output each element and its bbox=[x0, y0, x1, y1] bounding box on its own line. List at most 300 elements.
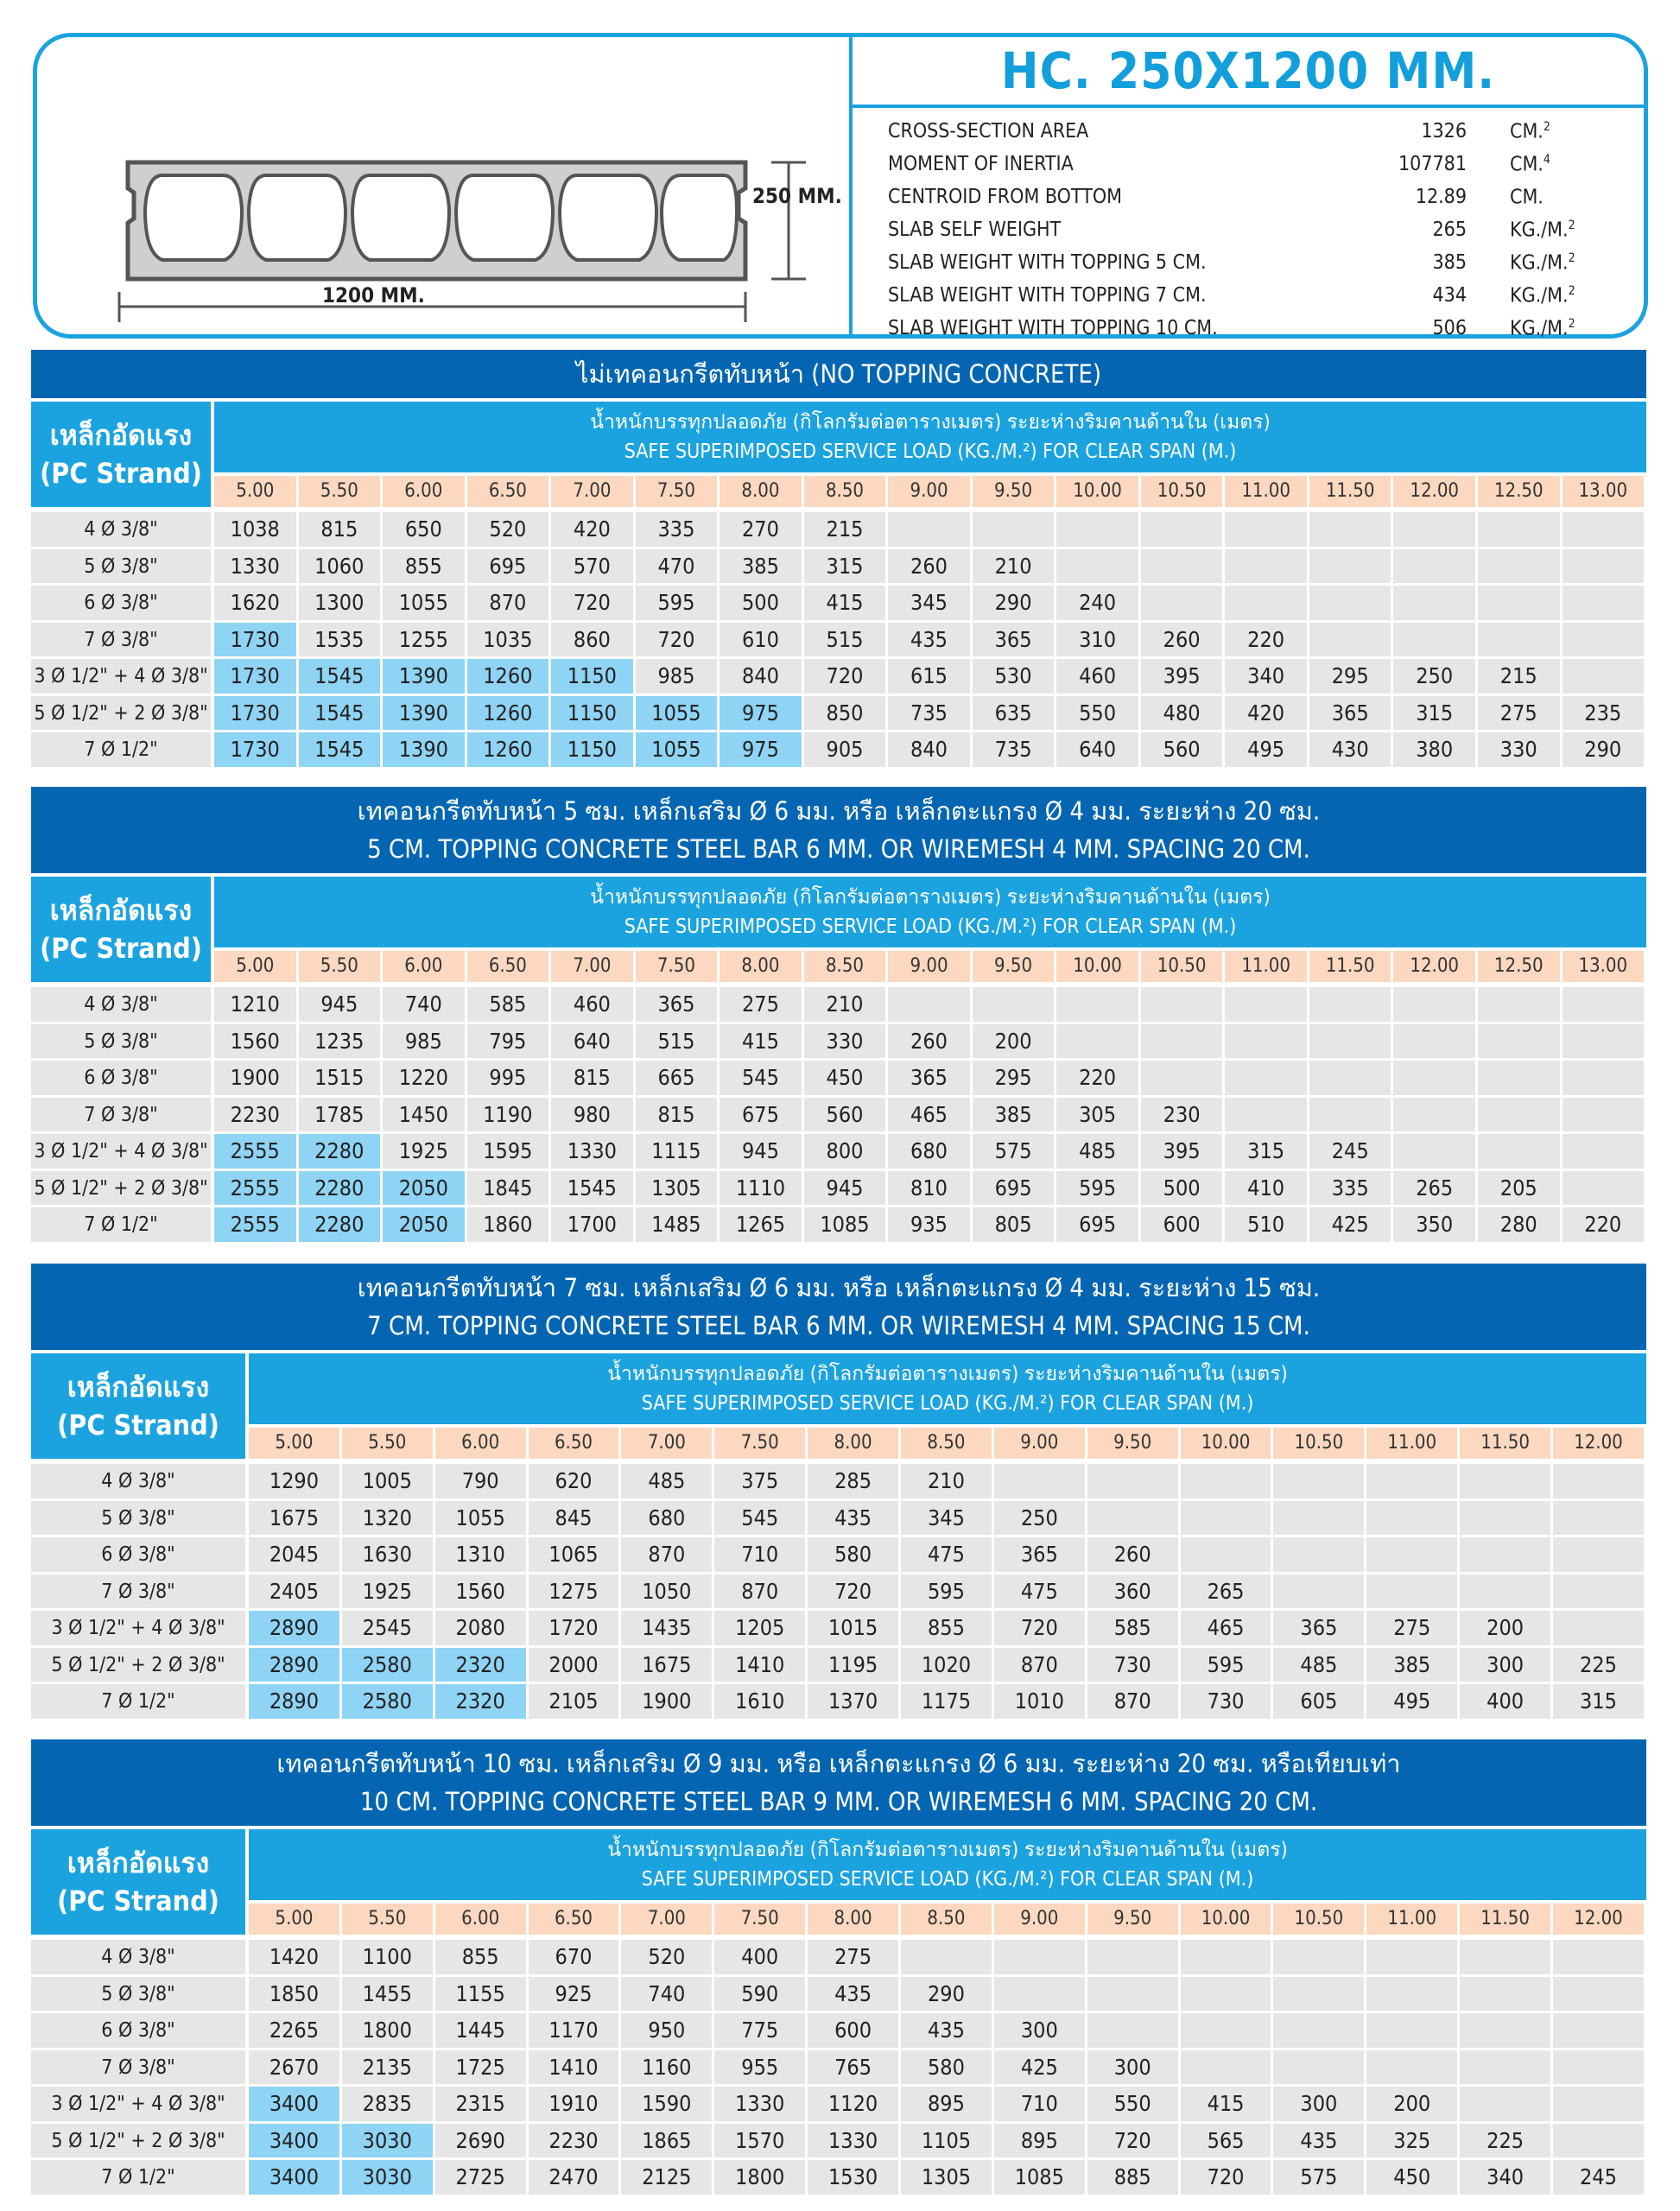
pc-strand-label-th: เหล็กอัดแรง bbox=[49, 419, 193, 452]
load-cell: 550 bbox=[1056, 696, 1138, 731]
span-value: 5.00 bbox=[214, 951, 296, 982]
load-cell: 3030 bbox=[342, 2160, 433, 2195]
load-cell bbox=[1553, 1977, 1644, 2011]
load-cell: 1730 bbox=[214, 732, 296, 767]
load-description bbox=[214, 877, 1646, 947]
load-cell: 730 bbox=[1181, 1684, 1271, 1719]
load-description bbox=[249, 1353, 1646, 1424]
load-cell: 1850 bbox=[249, 1977, 339, 2011]
span-value: 5.00 bbox=[249, 1904, 339, 1935]
load-cell: 485 bbox=[1273, 1648, 1364, 1682]
load-cell: 1055 bbox=[636, 732, 718, 767]
load-cell bbox=[1460, 2013, 1550, 2048]
load-cell: 620 bbox=[529, 1464, 619, 1498]
load-cell: 375 bbox=[714, 1464, 805, 1498]
load-cell bbox=[1141, 512, 1223, 547]
load-cell bbox=[1309, 1098, 1392, 1132]
load-cell: 1590 bbox=[621, 2087, 712, 2121]
load-cell bbox=[1393, 512, 1475, 547]
load-cell bbox=[1141, 1061, 1223, 1095]
property-value: 1326 bbox=[1421, 120, 1467, 143]
span-value: 11.00 bbox=[1225, 951, 1307, 982]
span-value: 11.00 bbox=[1366, 1428, 1457, 1459]
table-row bbox=[31, 1611, 1646, 1648]
load-cell: 435 bbox=[808, 1501, 898, 1536]
load-cell: 2320 bbox=[435, 1648, 526, 1682]
span-value: 9.00 bbox=[994, 1428, 1085, 1459]
load-cell: 1560 bbox=[214, 1024, 296, 1059]
height-dimension-label: 250 MM. bbox=[752, 184, 842, 208]
divider bbox=[853, 105, 1644, 108]
load-cell: 1175 bbox=[901, 1684, 992, 1719]
load-cell: 595 bbox=[901, 1574, 992, 1609]
span-value: 11.50 bbox=[1460, 1428, 1550, 1459]
span-value: 6.50 bbox=[529, 1428, 619, 1459]
load-cell: 1515 bbox=[299, 1061, 381, 1095]
load-cell: 2580 bbox=[342, 1648, 433, 1682]
load-cell: 1120 bbox=[808, 2087, 898, 2121]
load-cell: 1910 bbox=[529, 2087, 619, 2121]
property-value: 265 bbox=[1432, 219, 1467, 241]
load-cell: 460 bbox=[551, 987, 633, 1022]
load-cell: 1450 bbox=[383, 1098, 465, 1132]
load-cell bbox=[1563, 659, 1645, 694]
load-cell bbox=[973, 512, 1055, 547]
load-cell: 870 bbox=[994, 1648, 1085, 1682]
load-cell: 680 bbox=[621, 1501, 712, 1536]
load-cell: 385 bbox=[973, 1098, 1055, 1132]
load-cell bbox=[1366, 1464, 1457, 1498]
load-cell bbox=[1460, 2050, 1550, 2085]
load-cell bbox=[1366, 1977, 1457, 2011]
load-cell: 1435 bbox=[621, 1611, 712, 1645]
span-value: 7.50 bbox=[714, 1428, 805, 1459]
load-cell: 855 bbox=[383, 549, 465, 584]
strand-label: 5 Ø 3/8" bbox=[31, 1977, 245, 2011]
property-label: CROSS-SECTION AREA bbox=[888, 120, 1089, 143]
load-cell: 640 bbox=[1056, 732, 1138, 767]
load-cell: 475 bbox=[994, 1574, 1085, 1609]
load-cell: 1800 bbox=[342, 2013, 433, 2048]
load-cell: 1610 bbox=[714, 1684, 805, 1719]
span-value: 9.50 bbox=[1087, 1904, 1178, 1935]
table-row bbox=[31, 586, 1646, 623]
span-value: 5.00 bbox=[214, 476, 296, 507]
load-cell: 210 bbox=[901, 1464, 992, 1498]
load-cell: 275 bbox=[720, 987, 802, 1022]
load-cell: 285 bbox=[808, 1464, 898, 1498]
unit-exponent: 2 bbox=[1543, 119, 1550, 134]
load-cell: 870 bbox=[1087, 1684, 1178, 1719]
table-row bbox=[31, 1024, 1646, 1061]
load-cell bbox=[1460, 1501, 1550, 1536]
load-cell: 2725 bbox=[435, 2160, 526, 2195]
span-value: 8.00 bbox=[720, 476, 802, 507]
load-cell: 500 bbox=[1141, 1171, 1223, 1206]
load-cell: 945 bbox=[804, 1171, 886, 1206]
load-cell: 1925 bbox=[383, 1134, 465, 1169]
section-properties bbox=[888, 115, 1613, 345]
load-cell: 400 bbox=[1460, 1684, 1550, 1719]
strand-label: 7 Ø 1/2" bbox=[31, 1684, 245, 1719]
span-value: 12.00 bbox=[1553, 1428, 1644, 1459]
load-cell: 1900 bbox=[214, 1061, 296, 1095]
load-cell: 730 bbox=[1087, 1648, 1178, 1682]
load-cell: 2050 bbox=[383, 1207, 465, 1242]
load-cell: 855 bbox=[435, 1940, 526, 1974]
load-cell bbox=[1366, 1537, 1457, 1572]
load-cell bbox=[1563, 1134, 1645, 1169]
load-cell: 1055 bbox=[383, 586, 465, 620]
strand-label: 4 Ø 3/8" bbox=[31, 1464, 245, 1498]
load-cell: 245 bbox=[1309, 1134, 1392, 1169]
strand-label: 5 Ø 3/8" bbox=[31, 549, 211, 584]
load-cell: 1675 bbox=[249, 1501, 339, 1536]
load-cell: 585 bbox=[1087, 1611, 1178, 1645]
load-cell bbox=[1225, 512, 1307, 547]
load-cell bbox=[1393, 987, 1475, 1022]
load-cell: 2890 bbox=[249, 1648, 339, 1682]
load-cell: 795 bbox=[467, 1024, 549, 1059]
load-cell bbox=[1478, 987, 1560, 1022]
load-cell bbox=[1478, 1098, 1560, 1132]
unit-text: KG./M. bbox=[1510, 251, 1569, 275]
load-cell: 215 bbox=[804, 512, 886, 547]
span-value: 12.00 bbox=[1393, 476, 1475, 507]
load-cell: 840 bbox=[720, 659, 802, 694]
load-cell: 1330 bbox=[714, 2087, 805, 2121]
load-cell: 210 bbox=[804, 987, 886, 1022]
load-cell: 1330 bbox=[214, 549, 296, 584]
span-value: 9.00 bbox=[994, 1904, 1085, 1935]
load-cell bbox=[1553, 2087, 1644, 2121]
span-value: 5.50 bbox=[342, 1904, 433, 1935]
load-cell bbox=[1181, 2013, 1271, 2048]
load-cell bbox=[1553, 1611, 1644, 1645]
load-cell: 205 bbox=[1478, 1171, 1560, 1206]
span-value: 10.00 bbox=[1181, 1904, 1271, 1935]
table-row bbox=[31, 1171, 1646, 1208]
load-cell: 385 bbox=[1366, 1648, 1457, 1682]
load-cell: 430 bbox=[1309, 732, 1392, 767]
load-cell: 1545 bbox=[299, 732, 381, 767]
load-cell bbox=[1393, 1024, 1475, 1059]
load-cell: 340 bbox=[1225, 659, 1307, 694]
load-cell bbox=[1366, 1574, 1457, 1609]
property-label: MOMENT OF INERTIA bbox=[888, 153, 1074, 175]
load-cell bbox=[1563, 1061, 1645, 1095]
load-cell: 295 bbox=[1309, 659, 1392, 694]
load-cell: 2080 bbox=[435, 1611, 526, 1645]
load-cell bbox=[1478, 1024, 1560, 1059]
load-cell: 2405 bbox=[249, 1574, 339, 1609]
load-cell bbox=[1553, 1464, 1644, 1498]
load-cell: 595 bbox=[1181, 1648, 1271, 1682]
load-table bbox=[31, 787, 1646, 1245]
load-cell: 260 bbox=[1087, 1537, 1178, 1572]
load-cell: 410 bbox=[1225, 1171, 1307, 1206]
load-cell bbox=[1273, 1537, 1364, 1572]
load-cell: 610 bbox=[720, 623, 802, 657]
load-cell bbox=[1087, 1977, 1178, 2011]
load-cell: 350 bbox=[1393, 1207, 1475, 1242]
load-cell: 395 bbox=[1141, 1134, 1223, 1169]
property-label: CENTROID FROM BOTTOM bbox=[888, 186, 1122, 208]
pc-strand-label-en: (PC Strand) bbox=[40, 457, 202, 490]
load-description-en: SAFE SUPERIMPOSED SERVICE LOAD (KG./M.²) FOR CLEAR SPAN (M.) bbox=[641, 1392, 1254, 1415]
load-cell: 1420 bbox=[249, 1940, 339, 1974]
table-row bbox=[31, 1098, 1646, 1135]
table-body bbox=[31, 1940, 1646, 2197]
load-cell: 815 bbox=[299, 512, 381, 547]
load-cell bbox=[1273, 2013, 1364, 2048]
load-cell: 1595 bbox=[467, 1134, 549, 1169]
load-cell: 2230 bbox=[529, 2124, 619, 2158]
pc-strand-label-en: (PC Strand) bbox=[57, 1885, 219, 1917]
load-cell: 720 bbox=[994, 1611, 1085, 1645]
table-header bbox=[31, 877, 1646, 982]
load-cell bbox=[1181, 1940, 1271, 1974]
span-value: 12.50 bbox=[1478, 951, 1560, 982]
load-cell bbox=[1056, 549, 1138, 584]
load-cell: 415 bbox=[720, 1024, 802, 1059]
table-row bbox=[31, 659, 1646, 696]
load-cell: 495 bbox=[1366, 1684, 1457, 1719]
table-row bbox=[31, 512, 1646, 549]
load-cell: 290 bbox=[1563, 732, 1645, 767]
load-cell: 720 bbox=[636, 623, 718, 657]
span-value: 11.50 bbox=[1309, 951, 1392, 982]
load-cell: 225 bbox=[1460, 2124, 1550, 2158]
load-cell: 450 bbox=[804, 1061, 886, 1095]
span-value: 9.50 bbox=[973, 476, 1055, 507]
load-cell: 3400 bbox=[249, 2160, 339, 2195]
span-value: 11.50 bbox=[1460, 1904, 1550, 1935]
load-cell: 590 bbox=[714, 1977, 805, 2011]
span-value: 9.00 bbox=[888, 476, 970, 507]
span-value: 12.00 bbox=[1393, 951, 1475, 982]
table-row bbox=[31, 696, 1646, 733]
load-cell: 465 bbox=[1181, 1611, 1271, 1645]
strand-label: 4 Ø 3/8" bbox=[31, 1940, 245, 1974]
span-header bbox=[249, 1829, 1646, 1935]
unit-text: CM. bbox=[1510, 120, 1544, 143]
load-cell bbox=[1273, 1574, 1364, 1609]
strand-label: 3 Ø 1/2" + 4 Ø 3/8" bbox=[31, 659, 211, 694]
width-dimension-label: 1200 MM. bbox=[322, 283, 425, 307]
load-cell bbox=[994, 1977, 1085, 2011]
property-row bbox=[888, 246, 1613, 279]
load-description-th: น้ำหนักบรรทุกปลอดภัย (กิโลกรัมต่อตารางเมตร) ระยะห่างริมคานด้านใน (เมตร) bbox=[590, 411, 1271, 434]
property-unit bbox=[1467, 153, 1613, 176]
table-body bbox=[31, 987, 1646, 1245]
load-cell: 1150 bbox=[551, 659, 633, 694]
property-unit bbox=[1467, 186, 1613, 209]
load-cell: 260 bbox=[888, 1024, 970, 1059]
load-cell bbox=[1366, 2050, 1457, 2085]
load-cell: 1570 bbox=[714, 2124, 805, 2158]
load-cell: 2555 bbox=[214, 1207, 296, 1242]
span-value: 6.50 bbox=[467, 951, 549, 982]
span-value: 10.00 bbox=[1181, 1428, 1271, 1459]
span-header bbox=[214, 402, 1646, 507]
strand-label: 7 Ø 3/8" bbox=[31, 1098, 211, 1132]
table-row bbox=[31, 2087, 1646, 2124]
load-cell: 1630 bbox=[342, 1537, 433, 1572]
load-cell: 1730 bbox=[214, 696, 296, 731]
load-cell: 345 bbox=[888, 586, 970, 620]
load-cell: 335 bbox=[636, 512, 718, 547]
load-cell: 2315 bbox=[435, 2087, 526, 2121]
load-cell: 3400 bbox=[249, 2124, 339, 2158]
unit-text: CM. bbox=[1510, 186, 1544, 209]
load-cell: 665 bbox=[636, 1061, 718, 1095]
strand-label: 3 Ø 1/2" + 4 Ø 3/8" bbox=[31, 2087, 245, 2121]
span-value: 11.50 bbox=[1309, 476, 1392, 507]
load-cell: 810 bbox=[888, 1171, 970, 1206]
property-row bbox=[888, 279, 1613, 312]
table-title-line: เทคอนกรีตทับหน้า 7 ซม. เหล็กเสริม Ø 6 มม. หรือ เหล็กตะแกรง Ø 4 มม. ระยะห่าง 15 ซม. bbox=[357, 1273, 1321, 1302]
load-cell: 1675 bbox=[621, 1648, 712, 1682]
load-description bbox=[214, 402, 1646, 472]
load-cell: 975 bbox=[720, 696, 802, 731]
load-cell: 710 bbox=[994, 2087, 1085, 2121]
property-row bbox=[888, 181, 1613, 213]
load-cell: 2105 bbox=[529, 1684, 619, 1719]
strand-label: 3 Ø 1/2" + 4 Ø 3/8" bbox=[31, 1611, 245, 1645]
load-cell: 365 bbox=[888, 1061, 970, 1095]
span-header bbox=[214, 877, 1646, 982]
load-cell bbox=[1273, 1464, 1364, 1498]
load-cell: 720 bbox=[1087, 2124, 1178, 2158]
load-cell: 2320 bbox=[435, 1684, 526, 1719]
load-cell bbox=[1553, 1574, 1644, 1609]
load-cell: 2690 bbox=[435, 2124, 526, 2158]
load-cell: 315 bbox=[1553, 1684, 1644, 1719]
load-cell bbox=[1393, 586, 1475, 620]
load-cell: 1035 bbox=[467, 623, 549, 657]
load-cell: 2125 bbox=[621, 2160, 712, 2195]
span-row bbox=[214, 951, 1646, 982]
pc-strand-header bbox=[31, 402, 211, 507]
load-cell: 895 bbox=[994, 2124, 1085, 2158]
table-row bbox=[31, 1501, 1646, 1538]
table-header bbox=[31, 402, 1646, 507]
load-cell: 1845 bbox=[467, 1171, 549, 1206]
load-cell: 1305 bbox=[636, 1171, 718, 1206]
load-cell: 1785 bbox=[299, 1098, 381, 1132]
load-cell: 1455 bbox=[342, 1977, 433, 2011]
table-row bbox=[31, 2013, 1646, 2050]
load-cell: 265 bbox=[1393, 1171, 1475, 1206]
load-table bbox=[31, 350, 1646, 770]
load-cell: 2545 bbox=[342, 1611, 433, 1645]
load-cell: 465 bbox=[888, 1098, 970, 1132]
load-cell: 225 bbox=[1553, 1648, 1644, 1682]
table-title-line: 5 CM. TOPPING CONCRETE STEEL BAR 6 MM. OR WIREMESH 4 MM. SPACING 20 CM. bbox=[367, 834, 1310, 864]
pc-strand-header bbox=[31, 1353, 245, 1459]
table-title-line: ไม่เทคอนกรีตทับหน้า (NO TOPPING CONCRETE) bbox=[575, 359, 1102, 389]
table-title bbox=[31, 1739, 1646, 1826]
load-cell bbox=[994, 1940, 1085, 1974]
load-cell: 475 bbox=[901, 1537, 992, 1572]
property-label: SLAB WEIGHT WITH TOPPING 5 CM. bbox=[888, 251, 1207, 274]
load-cell bbox=[1460, 1940, 1550, 1974]
load-cell: 1050 bbox=[621, 1574, 712, 1609]
load-cell: 605 bbox=[1273, 1684, 1364, 1719]
load-cell: 1210 bbox=[214, 987, 296, 1022]
table-row bbox=[31, 987, 1646, 1024]
load-cell: 265 bbox=[1181, 1574, 1271, 1609]
load-cell: 470 bbox=[636, 549, 718, 584]
load-cell bbox=[1056, 1024, 1138, 1059]
table-row bbox=[31, 732, 1646, 770]
load-table bbox=[31, 1264, 1646, 1721]
load-cell: 1255 bbox=[383, 623, 465, 657]
table-row bbox=[31, 1574, 1646, 1612]
span-value: 5.50 bbox=[299, 951, 381, 982]
property-unit bbox=[1467, 284, 1613, 307]
load-cell: 1485 bbox=[636, 1207, 718, 1242]
unit-text: KG./M. bbox=[1510, 284, 1569, 307]
pc-strand-header bbox=[31, 1829, 245, 1935]
strand-label: 6 Ø 3/8" bbox=[31, 2013, 245, 2048]
load-cell: 240 bbox=[1056, 586, 1138, 620]
span-value: 7.00 bbox=[551, 476, 633, 507]
load-cell: 300 bbox=[1087, 2050, 1178, 2085]
table-row bbox=[31, 549, 1646, 586]
load-cell: 245 bbox=[1553, 2160, 1644, 2195]
load-cell bbox=[1141, 549, 1223, 584]
span-value: 8.50 bbox=[901, 1428, 992, 1459]
load-cell bbox=[1563, 586, 1645, 620]
load-cell: 1925 bbox=[342, 1574, 433, 1609]
load-cell: 515 bbox=[804, 623, 886, 657]
load-cell bbox=[1225, 586, 1307, 620]
span-value: 7.50 bbox=[636, 476, 718, 507]
load-cell: 1150 bbox=[551, 732, 633, 767]
load-cell: 520 bbox=[467, 512, 549, 547]
load-cell: 580 bbox=[808, 1537, 898, 1572]
load-cell: 565 bbox=[1181, 2124, 1271, 2158]
span-value: 11.00 bbox=[1366, 1904, 1457, 1935]
table-title-line: 10 CM. TOPPING CONCRETE STEEL BAR 9 MM. OR WIREMESH 6 MM. SPACING 20 CM. bbox=[359, 1787, 1318, 1816]
load-cell: 415 bbox=[1181, 2087, 1271, 2121]
load-cell: 450 bbox=[1366, 2160, 1457, 2195]
load-cell: 290 bbox=[973, 586, 1055, 620]
load-cell: 2000 bbox=[529, 1648, 619, 1682]
load-cell: 1900 bbox=[621, 1684, 712, 1719]
load-cell: 2230 bbox=[214, 1098, 296, 1132]
load-cell: 435 bbox=[888, 623, 970, 657]
load-cell: 805 bbox=[973, 1207, 1055, 1242]
load-cell: 1260 bbox=[467, 659, 549, 694]
load-cell: 860 bbox=[551, 623, 633, 657]
load-cell bbox=[1366, 1501, 1457, 1536]
strand-label: 4 Ø 3/8" bbox=[31, 512, 211, 547]
load-cell: 235 bbox=[1563, 696, 1645, 731]
load-cell: 365 bbox=[636, 987, 718, 1022]
span-value: 8.00 bbox=[808, 1428, 898, 1459]
load-cell bbox=[1393, 549, 1475, 584]
load-cell bbox=[1225, 1061, 1307, 1095]
load-cell: 305 bbox=[1056, 1098, 1138, 1132]
load-cell bbox=[1460, 1574, 1550, 1609]
load-cell bbox=[1309, 512, 1392, 547]
load-cell bbox=[1087, 1464, 1178, 1498]
strand-label: 5 Ø 1/2" + 2 Ø 3/8" bbox=[31, 1171, 211, 1206]
load-cell: 200 bbox=[1460, 1611, 1550, 1645]
